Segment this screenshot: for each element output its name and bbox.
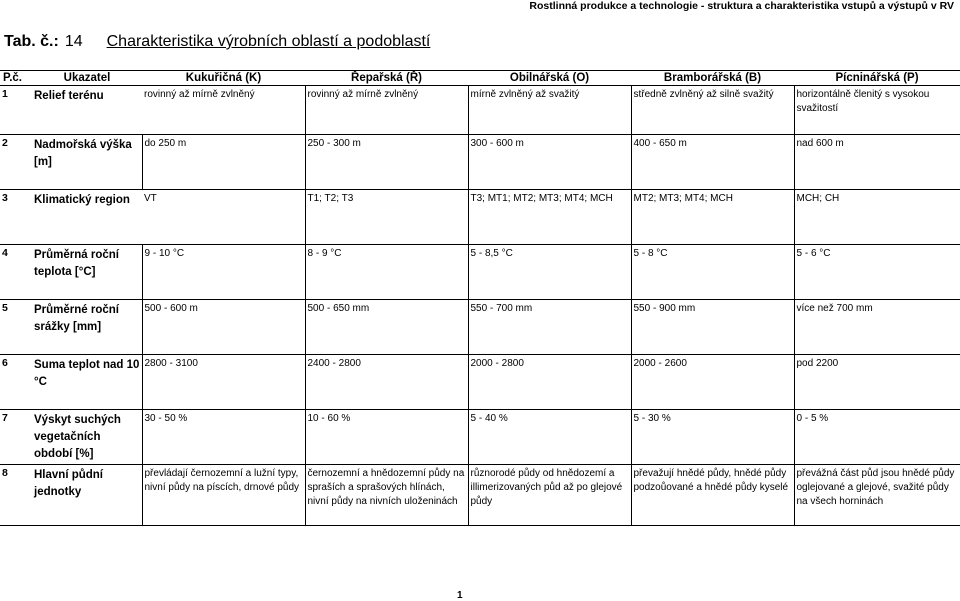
- column-header-ukazatel: Ukazatel: [32, 71, 142, 86]
- table-cell: 5 - 40 %: [468, 410, 631, 465]
- column-header-obilnarska: Obilnářská (O): [468, 71, 631, 86]
- table-row: [0, 86, 960, 135]
- table-cell: 8 - 9 °C: [305, 245, 468, 300]
- row-number: 8: [0, 465, 32, 526]
- table-heading: Charakteristika výrobních oblastí a podoblastí: [106, 33, 431, 50]
- table-cell: 5 - 8 °C: [631, 245, 794, 300]
- table-cell: mírně zvlněný až svažitý: [468, 86, 631, 135]
- table-row: [0, 135, 960, 190]
- row-label: Suma teplot nad 10 °C: [32, 355, 142, 410]
- row-number: 5: [0, 300, 32, 355]
- column-header-picninarska: Pícninářská (P): [794, 71, 960, 86]
- characteristics-table: [0, 70, 960, 526]
- row-number: 2: [0, 135, 32, 190]
- table-row: [0, 465, 960, 526]
- table-title: [4, 33, 430, 51]
- row-label: Hlavní půdní jednotky: [32, 465, 142, 526]
- row-label: Klimatický region: [32, 190, 142, 245]
- table-cell: 10 - 60 %: [305, 410, 468, 465]
- table-cell: převládají černozemní a lužní typy, nivní půdy na píscích, drnové půdy: [142, 465, 305, 526]
- table-cell: 2000 - 2800: [468, 355, 631, 410]
- row-number: 7: [0, 410, 32, 465]
- table-number: 14: [64, 33, 83, 50]
- column-header-pc: P.č.: [0, 71, 32, 86]
- table-cell: rovinný až mírně zvlněný: [142, 86, 305, 135]
- table-cell: horizontálně členitý s vysokou svažitostí: [794, 86, 960, 135]
- table-cell: MT2; MT3; MT4; MCH: [631, 190, 794, 245]
- table-cell: převažují hnědé půdy, hnědé půdy podzoůované a hnědé půdy kyselé: [631, 465, 794, 526]
- table-cell: černozemní a hnědozemní půdy na spraších a sprašových hlínách, nivní půdy na nivních uloženinách: [305, 465, 468, 526]
- table-cell: 550 - 900 mm: [631, 300, 794, 355]
- table-row: [0, 355, 960, 410]
- table-row: [0, 300, 960, 355]
- table-header-row: [0, 71, 960, 86]
- table-cell: nad 600 m: [794, 135, 960, 190]
- row-label: Relief terénu: [32, 86, 142, 135]
- row-label: Průměrná roční teplota [°C]: [32, 245, 142, 300]
- table-row: [0, 245, 960, 300]
- table-cell: 400 - 650 m: [631, 135, 794, 190]
- table-cell: převážná část půd jsou hnědé půdy oglejované a glejové, svažité půdy na všech horninách: [794, 465, 960, 526]
- table-cell: 500 - 600 m: [142, 300, 305, 355]
- column-header-reparska: Řepařská (Ř): [305, 71, 468, 86]
- table-cell: rovinný až mírně zvlněný: [305, 86, 468, 135]
- table-cell: T3; MT1; MT2; MT3; MT4; MCH: [468, 190, 631, 245]
- row-label: Nadmořská výška [m]: [32, 135, 142, 190]
- table-cell: 250 - 300 m: [305, 135, 468, 190]
- table-cell: 550 - 700 mm: [468, 300, 631, 355]
- row-label: Průměrné roční srážky [mm]: [32, 300, 142, 355]
- table-cell: 5 - 30 %: [631, 410, 794, 465]
- table-cell: 2000 - 2600: [631, 355, 794, 410]
- table-row: [0, 190, 960, 245]
- table-cell: VT: [142, 190, 305, 245]
- table-cell: 30 - 50 %: [142, 410, 305, 465]
- table-cell: 5 - 8,5 °C: [468, 245, 631, 300]
- table-cell: různorodé půdy od hnědozemí a illimerizovaných půd až po glejové půdy: [468, 465, 631, 526]
- table-cell: 5 - 6 °C: [794, 245, 960, 300]
- table-cell: 2800 - 3100: [142, 355, 305, 410]
- row-number: 3: [0, 190, 32, 245]
- table-cell: 2400 - 2800: [305, 355, 468, 410]
- row-label: Výskyt suchých vegetačních období [%]: [32, 410, 142, 465]
- row-number: 6: [0, 355, 32, 410]
- table-cell: 300 - 600 m: [468, 135, 631, 190]
- table-cell: 0 - 5 %: [794, 410, 960, 465]
- table-label: Tab. č.:: [4, 33, 59, 50]
- table-cell: 500 - 650 mm: [305, 300, 468, 355]
- table-row: [0, 410, 960, 465]
- row-number: 1: [0, 86, 32, 135]
- table-cell: do 250 m: [142, 135, 305, 190]
- table-cell: MCH; CH: [794, 190, 960, 245]
- table-cell: více než 700 mm: [794, 300, 960, 355]
- column-header-kukuricna: Kukuřičná (K): [142, 71, 305, 86]
- table-cell: středně zvlněný až silně svažitý: [631, 86, 794, 135]
- column-header-bramborarska: Bramborářská (B): [631, 71, 794, 86]
- page-number: 1: [457, 590, 463, 601]
- document-header: Rostlinná produkce a technologie - struktura a charakteristika vstupů a výstupů v RV: [529, 0, 954, 12]
- table-cell: pod 2200: [794, 355, 960, 410]
- table-cell: 9 - 10 °C: [142, 245, 305, 300]
- row-number: 4: [0, 245, 32, 300]
- table-cell: T1; T2; T3: [305, 190, 468, 245]
